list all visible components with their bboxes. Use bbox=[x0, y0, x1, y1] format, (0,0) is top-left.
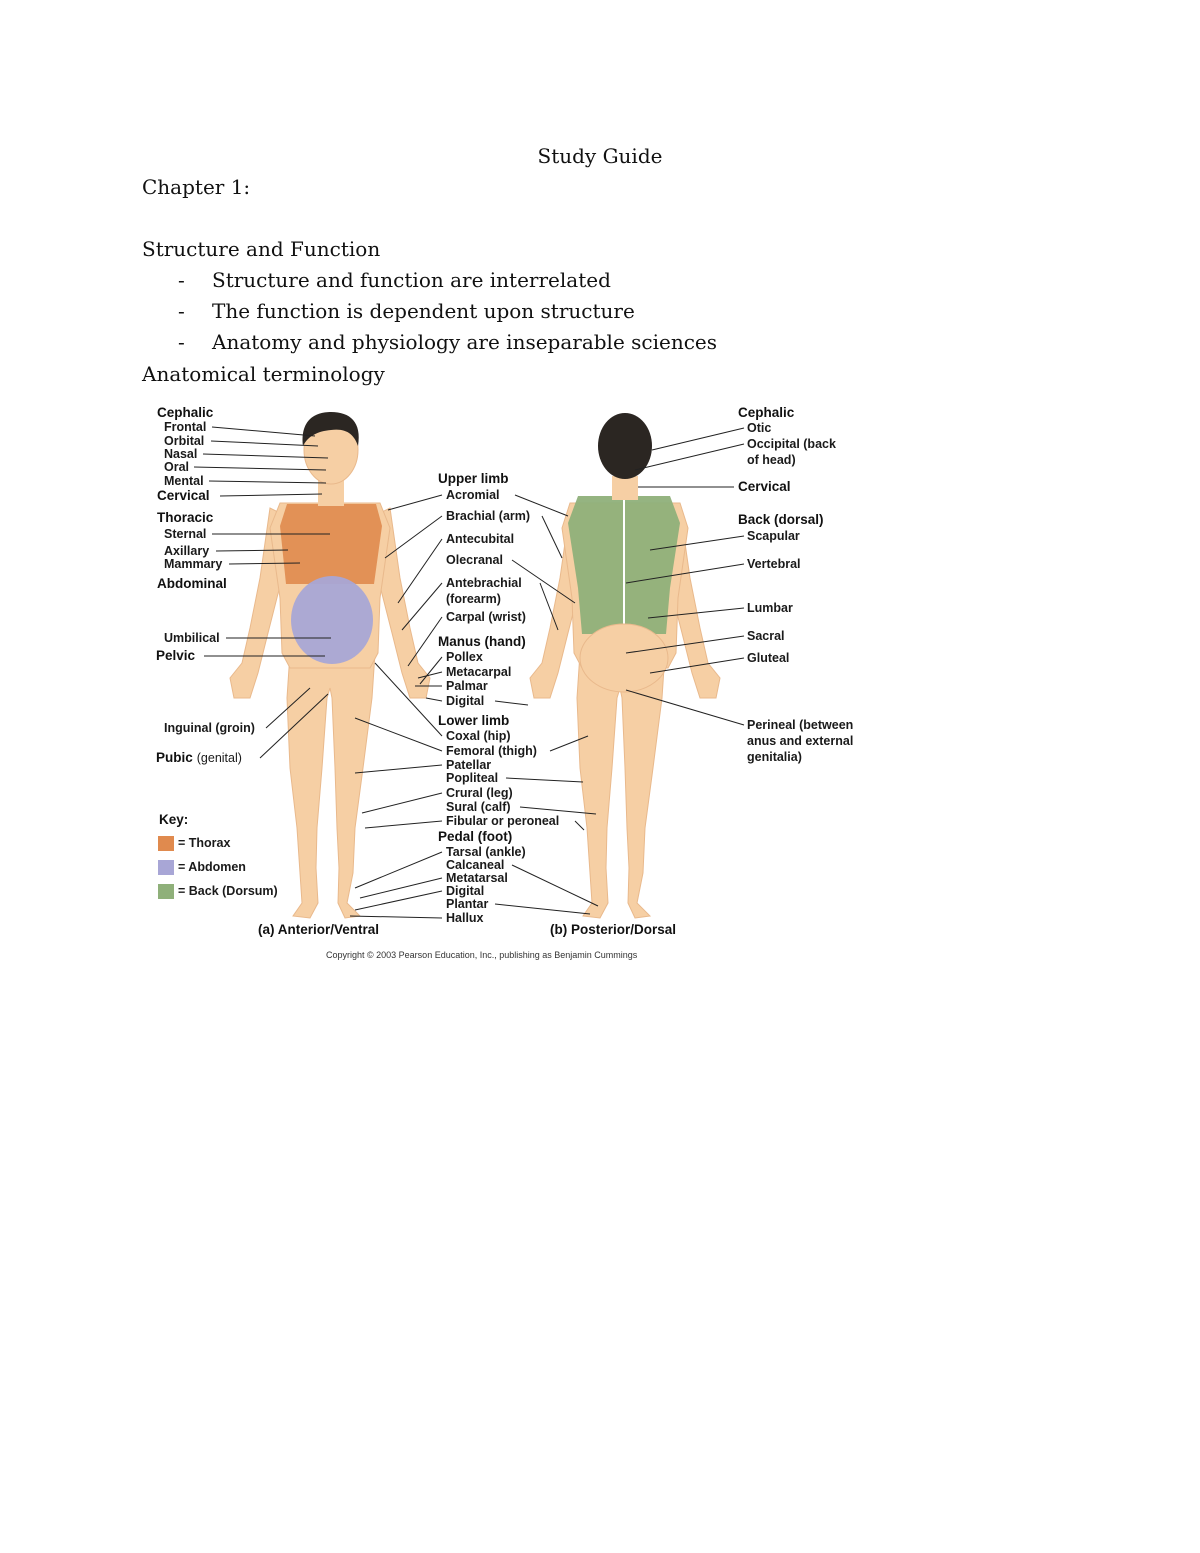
label-cervical: Cervical bbox=[157, 488, 210, 503]
bullet-dash: - bbox=[178, 330, 185, 354]
page-title: Study Guide bbox=[537, 144, 663, 168]
label-sural: Sural (calf) bbox=[446, 800, 511, 814]
posterior-neck bbox=[612, 476, 638, 500]
key-swatch-back bbox=[158, 884, 174, 899]
label-hallux: Hallux bbox=[446, 911, 484, 925]
bullet-dash: - bbox=[178, 268, 185, 292]
label-inguinal: Inguinal (groin) bbox=[164, 721, 255, 735]
label-pubic-genital: (genital) bbox=[196, 751, 242, 765]
label-axillary: Axillary bbox=[164, 544, 210, 558]
label-abdominal: Abdominal bbox=[157, 576, 227, 591]
posterior-head bbox=[598, 413, 652, 479]
label-oral: Oral bbox=[164, 460, 190, 474]
label-lumbar: Lumbar bbox=[747, 601, 793, 615]
label-metatarsal: Metatarsal bbox=[446, 871, 508, 885]
label-pubic-bold: Pubic bbox=[156, 750, 193, 765]
label-scapular: Scapular bbox=[747, 529, 800, 543]
label-pollex: Pollex bbox=[446, 650, 483, 664]
bullet-list bbox=[142, 268, 717, 361]
label-vertebral: Vertebral bbox=[747, 557, 801, 571]
bullet-text: Structure and function are interrelated bbox=[212, 268, 611, 292]
label-crural: Crural (leg) bbox=[446, 786, 513, 800]
list-item bbox=[142, 299, 717, 330]
key-label-thorax: = Thorax bbox=[178, 836, 231, 850]
figure-key bbox=[158, 812, 278, 899]
key-title: Key: bbox=[159, 812, 189, 827]
label-perineal-3: genitalia) bbox=[747, 750, 802, 764]
label-antebrachial: Antebrachial bbox=[446, 576, 522, 590]
label-pedal: Pedal (foot) bbox=[438, 829, 513, 844]
label-manus: Manus (hand) bbox=[438, 634, 526, 649]
label-mental: Mental bbox=[164, 474, 204, 488]
label-perineal-1: Perineal (between bbox=[747, 718, 854, 732]
label-femoral: Femoral (thigh) bbox=[446, 744, 537, 758]
label-back-dorsal: Back (dorsal) bbox=[738, 512, 824, 527]
label-digital-foot: Digital bbox=[446, 884, 485, 898]
label-fibular: Fibular or peroneal bbox=[446, 814, 560, 828]
label-acromial: Acromial bbox=[446, 488, 500, 502]
label-calcaneal: Calcaneal bbox=[446, 858, 505, 872]
label-patellar: Patellar bbox=[446, 758, 492, 772]
key-label-abdomen: = Abdomen bbox=[178, 860, 246, 874]
label-perineal-2: anus and external bbox=[747, 734, 854, 748]
anatomical-regions-figure bbox=[150, 398, 880, 968]
list-item bbox=[142, 330, 717, 361]
key-swatch-thorax bbox=[158, 836, 174, 851]
caption-posterior: (b) Posterior/Dorsal bbox=[550, 922, 677, 937]
anterior-body-figure bbox=[230, 412, 430, 918]
thorax-region bbox=[280, 504, 382, 584]
label-upper-limb: Upper limb bbox=[438, 471, 509, 486]
label-lower-limb: Lower limb bbox=[438, 713, 510, 728]
anterior-legs bbox=[287, 653, 375, 918]
label-digital-hand: Digital bbox=[446, 694, 485, 708]
label-pelvic: Pelvic bbox=[156, 648, 196, 663]
bullet-text: The function is dependent upon structure bbox=[212, 299, 635, 323]
label-orbital: Orbital bbox=[164, 434, 205, 448]
label-brachial: Brachial (arm) bbox=[446, 509, 531, 523]
key-swatch-abdomen bbox=[158, 860, 174, 875]
label-frontal: Frontal bbox=[164, 420, 207, 434]
label-cephalic: Cephalic bbox=[157, 405, 214, 420]
label-forearm: (forearm) bbox=[446, 592, 501, 606]
label-plantar: Plantar bbox=[446, 897, 489, 911]
key-label-back: = Back (Dorsum) bbox=[178, 884, 278, 898]
label-coxal: Coxal (hip) bbox=[446, 729, 511, 743]
label-popliteal: Popliteal bbox=[446, 771, 499, 785]
label-metacarpal: Metacarpal bbox=[446, 665, 512, 679]
list-item bbox=[142, 268, 717, 299]
label-thoracic: Thoracic bbox=[157, 510, 214, 525]
label-nasal: Nasal bbox=[164, 447, 198, 461]
gluteal-region bbox=[580, 624, 668, 692]
label-cervical-posterior: Cervical bbox=[738, 479, 791, 494]
label-cephalic-posterior: Cephalic bbox=[738, 405, 795, 420]
label-otic: Otic bbox=[747, 421, 772, 435]
section-heading-structure-function: Structure and Function bbox=[142, 237, 381, 261]
label-carpal: Carpal (wrist) bbox=[446, 610, 526, 624]
posterior-legs bbox=[577, 653, 665, 918]
label-occipital-2: of head) bbox=[747, 453, 796, 467]
label-olecranal: Olecranal bbox=[446, 553, 503, 567]
chapter-heading: Chapter 1: bbox=[142, 175, 251, 199]
label-gluteal: Gluteal bbox=[747, 651, 790, 665]
label-sacral: Sacral bbox=[747, 629, 785, 643]
label-mammary: Mammary bbox=[164, 557, 223, 571]
label-sternal: Sternal bbox=[164, 527, 207, 541]
label-tarsal: Tarsal (ankle) bbox=[446, 845, 526, 859]
label-umbilical: Umbilical bbox=[164, 631, 220, 645]
bullet-dash: - bbox=[178, 299, 185, 323]
figure-copyright: Copyright © 2003 Pearson Education, Inc., publishing as Benjamin Cummings bbox=[326, 950, 638, 960]
abdomen-region bbox=[291, 576, 373, 664]
section-heading-anatomical-terminology: Anatomical terminology bbox=[142, 362, 385, 386]
caption-anterior: (a) Anterior/Ventral bbox=[258, 922, 380, 937]
label-antecubital: Antecubital bbox=[446, 532, 515, 546]
label-pubic bbox=[156, 750, 242, 765]
label-occipital-1: Occipital (back bbox=[747, 437, 836, 451]
bullet-text: Anatomy and physiology are inseparable sciences bbox=[212, 330, 718, 354]
label-palmar: Palmar bbox=[446, 679, 488, 693]
posterior-body-figure bbox=[530, 413, 720, 918]
